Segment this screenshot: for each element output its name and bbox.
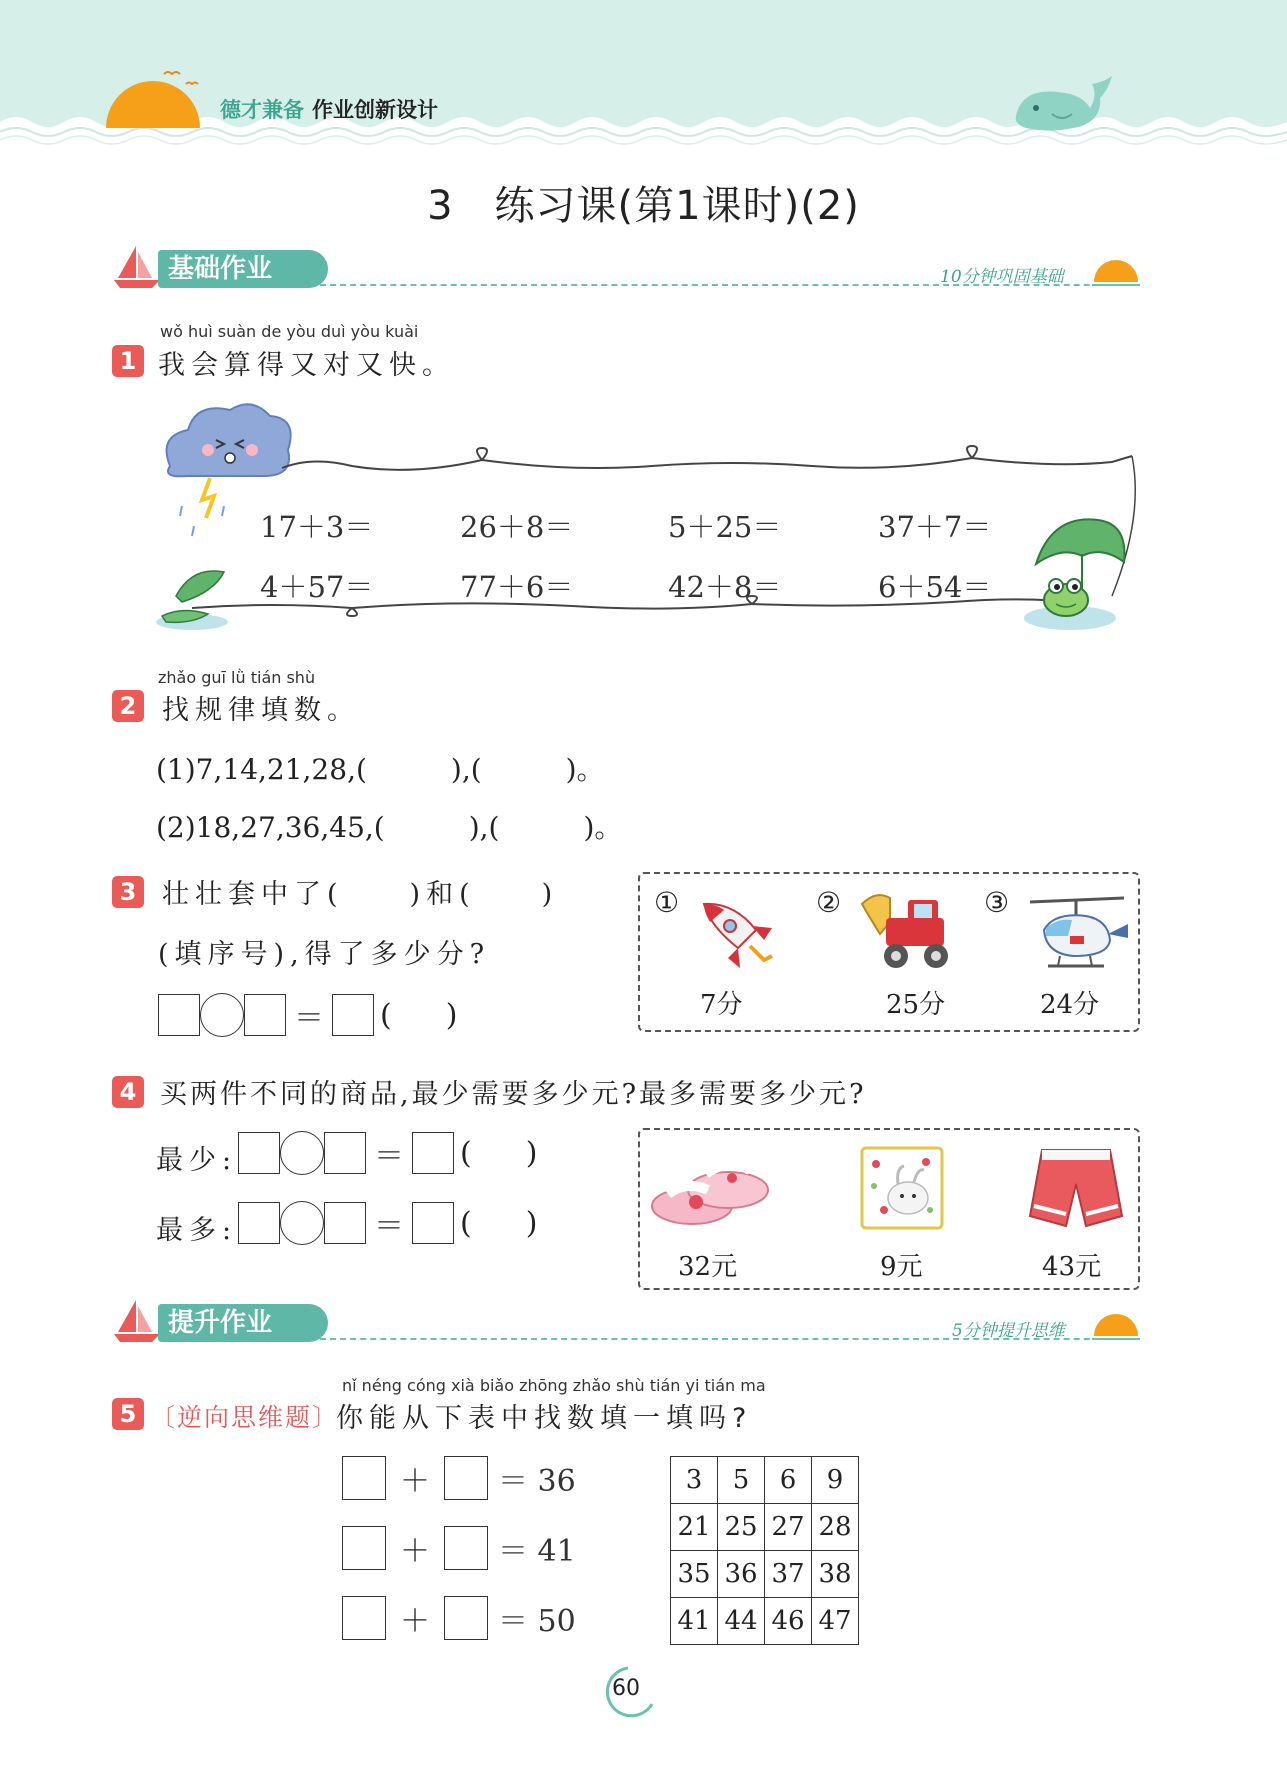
sun-icon (1092, 1308, 1140, 1340)
operator-circle[interactable] (280, 1131, 324, 1175)
helicopter-icon (1024, 890, 1130, 976)
table-cell: 47 (812, 1598, 859, 1645)
table-cell: 36 (718, 1551, 765, 1598)
table-row (671, 1598, 859, 1645)
slippers-icon (646, 1144, 772, 1232)
item-price: 43元 (1042, 1252, 1102, 1282)
unit-parentheses[interactable]: () (460, 1205, 592, 1241)
table-cell: 25 (718, 1504, 765, 1551)
q1-pinyin: wǒ huì suàn de yòu duì yòu kuài (160, 322, 419, 341)
answer-box[interactable] (238, 1132, 280, 1174)
item-price: 9元 (880, 1252, 923, 1282)
table-cell: 6 (765, 1457, 812, 1504)
answer-box[interactable] (324, 1202, 366, 1244)
table-cell: 35 (671, 1551, 718, 1598)
answer-box[interactable] (342, 1456, 386, 1500)
q5-equation-1: ＋ ＝ 36 (342, 1456, 576, 1500)
calc-expression: 42＋8＝ (668, 570, 782, 604)
q3-text-line1: 壮壮套中了( )和( ) (162, 879, 559, 910)
table-cell: 38 (812, 1551, 859, 1598)
table-cell: 28 (812, 1504, 859, 1551)
q4-min-label: 最少: (156, 1145, 238, 1176)
excavator-icon (856, 888, 962, 976)
calc-expression: 26＋8＝ (460, 510, 574, 544)
answer-box[interactable] (444, 1596, 488, 1640)
sailboat-icon (112, 1298, 162, 1344)
question-number-5: 5 (112, 1398, 144, 1430)
q4-max-label: 最多: (156, 1215, 238, 1246)
operator-circle[interactable] (280, 1201, 324, 1245)
q3-text-line2: (填序号),得了多少分? (158, 939, 491, 970)
answer-box[interactable] (412, 1202, 454, 1244)
answer-box[interactable] (238, 1202, 280, 1244)
table-cell: 44 (718, 1598, 765, 1645)
q5-instruction: 你能从下表中找数填一填吗? (336, 1403, 753, 1434)
table-cell: 9 (812, 1457, 859, 1504)
calc-expression: 6＋54＝ (878, 570, 992, 604)
question-number-4: 4 (112, 1076, 144, 1108)
question-number-1: 1 (112, 345, 144, 377)
answer-box[interactable] (244, 994, 286, 1036)
item-price: 25分 (886, 990, 946, 1020)
calc-expression: 4＋57＝ (260, 570, 374, 604)
answer-box[interactable] (342, 1596, 386, 1640)
page-number: 60 (612, 1676, 640, 1701)
answer-box[interactable] (412, 1132, 454, 1174)
answer-box[interactable] (324, 1132, 366, 1174)
equals-sign: ＝ (374, 1139, 404, 1174)
q2-pinyin: zhǎo guī lǜ tián shù (158, 668, 316, 687)
calc-expression: 17＋3＝ (260, 510, 374, 544)
item-number: ② (816, 886, 842, 919)
target-sum: ＝ 41 (498, 1534, 576, 1569)
rocket-icon (694, 896, 786, 976)
operator-circle[interactable] (200, 993, 244, 1037)
item-number: ① (654, 886, 680, 919)
table-row (671, 1457, 859, 1504)
question-number-2: 2 (112, 690, 144, 722)
calc-expression: 77＋6＝ (460, 570, 574, 604)
section-label-basic: 基础作业 (158, 250, 328, 288)
q2-sequence-2[interactable]: (2)18,27,36,45,( ),( )。 (156, 811, 623, 844)
answer-box[interactable] (444, 1526, 488, 1570)
q4-instruction: 买两件不同的商品,最少需要多少元?最多需要多少元? (160, 1079, 867, 1110)
q5-equation-2: ＋ ＝ 41 (342, 1526, 576, 1570)
answer-box[interactable] (444, 1456, 488, 1500)
question-number-3: 3 (112, 876, 144, 908)
sun-icon (1092, 254, 1140, 286)
equals-sign: ＝ (294, 1001, 324, 1036)
handkerchief-icon (854, 1140, 950, 1236)
brand-name: 德才兼备 (220, 98, 304, 122)
target-sum: ＝ 36 (498, 1464, 576, 1499)
table-cell: 3 (671, 1457, 718, 1504)
section-note-advanced: 5分钟提升思维 (952, 1321, 1065, 1341)
section-note-basic: 10分钟巩固基础 (940, 267, 1064, 287)
table-cell: 21 (671, 1504, 718, 1551)
q2-sequence-1[interactable]: (1)7,14,21,28,( ),( )。 (156, 753, 605, 786)
q5-pinyin: nǐ néng cóng xià biǎo zhōng zhǎo shù tián yi tián ma (342, 1376, 766, 1395)
shorts-icon (1026, 1140, 1126, 1236)
target-sum: ＝ 50 (498, 1604, 576, 1639)
item-price: 24分 (1040, 990, 1100, 1020)
number-table (670, 1456, 859, 1645)
q5-tag: 〔逆向思维题〕 (150, 1403, 340, 1432)
brand-subtitle: 作业创新设计 (312, 98, 438, 122)
page-title: 3 练习课(第1课时)(2) (427, 183, 860, 229)
answer-box[interactable] (332, 994, 374, 1036)
table-cell: 37 (765, 1551, 812, 1598)
table-row (671, 1551, 859, 1598)
equals-sign: ＝ (374, 1209, 404, 1244)
item-price: 32元 (678, 1252, 738, 1282)
sun-icon (104, 66, 202, 132)
answer-box[interactable] (342, 1526, 386, 1570)
q4-min-equation (238, 1131, 591, 1175)
q3-equation (158, 993, 511, 1037)
item-number: ③ (984, 886, 1010, 919)
calc-expression: 5＋25＝ (668, 510, 782, 544)
table-cell: 5 (718, 1457, 765, 1504)
item-price: 7分 (700, 990, 743, 1020)
q2-instruction: 找规律填数。 (162, 695, 360, 726)
unit-parentheses[interactable]: () (380, 997, 512, 1033)
table-cell: 46 (765, 1598, 812, 1645)
sailboat-icon (112, 244, 162, 290)
calc-expression: 37＋7＝ (878, 510, 992, 544)
whale-icon (1012, 74, 1114, 134)
q1-instruction: 我会算得又对又快。 (158, 350, 455, 381)
q4-max-equation (238, 1201, 591, 1245)
answer-box[interactable] (158, 994, 200, 1036)
q5-equation-3: ＋ ＝ 50 (342, 1596, 576, 1640)
table-cell: 41 (671, 1598, 718, 1645)
table-row (671, 1504, 859, 1551)
unit-parentheses[interactable]: () (460, 1135, 592, 1171)
table-cell: 27 (765, 1504, 812, 1551)
section-label-advanced: 提升作业 (158, 1304, 328, 1342)
